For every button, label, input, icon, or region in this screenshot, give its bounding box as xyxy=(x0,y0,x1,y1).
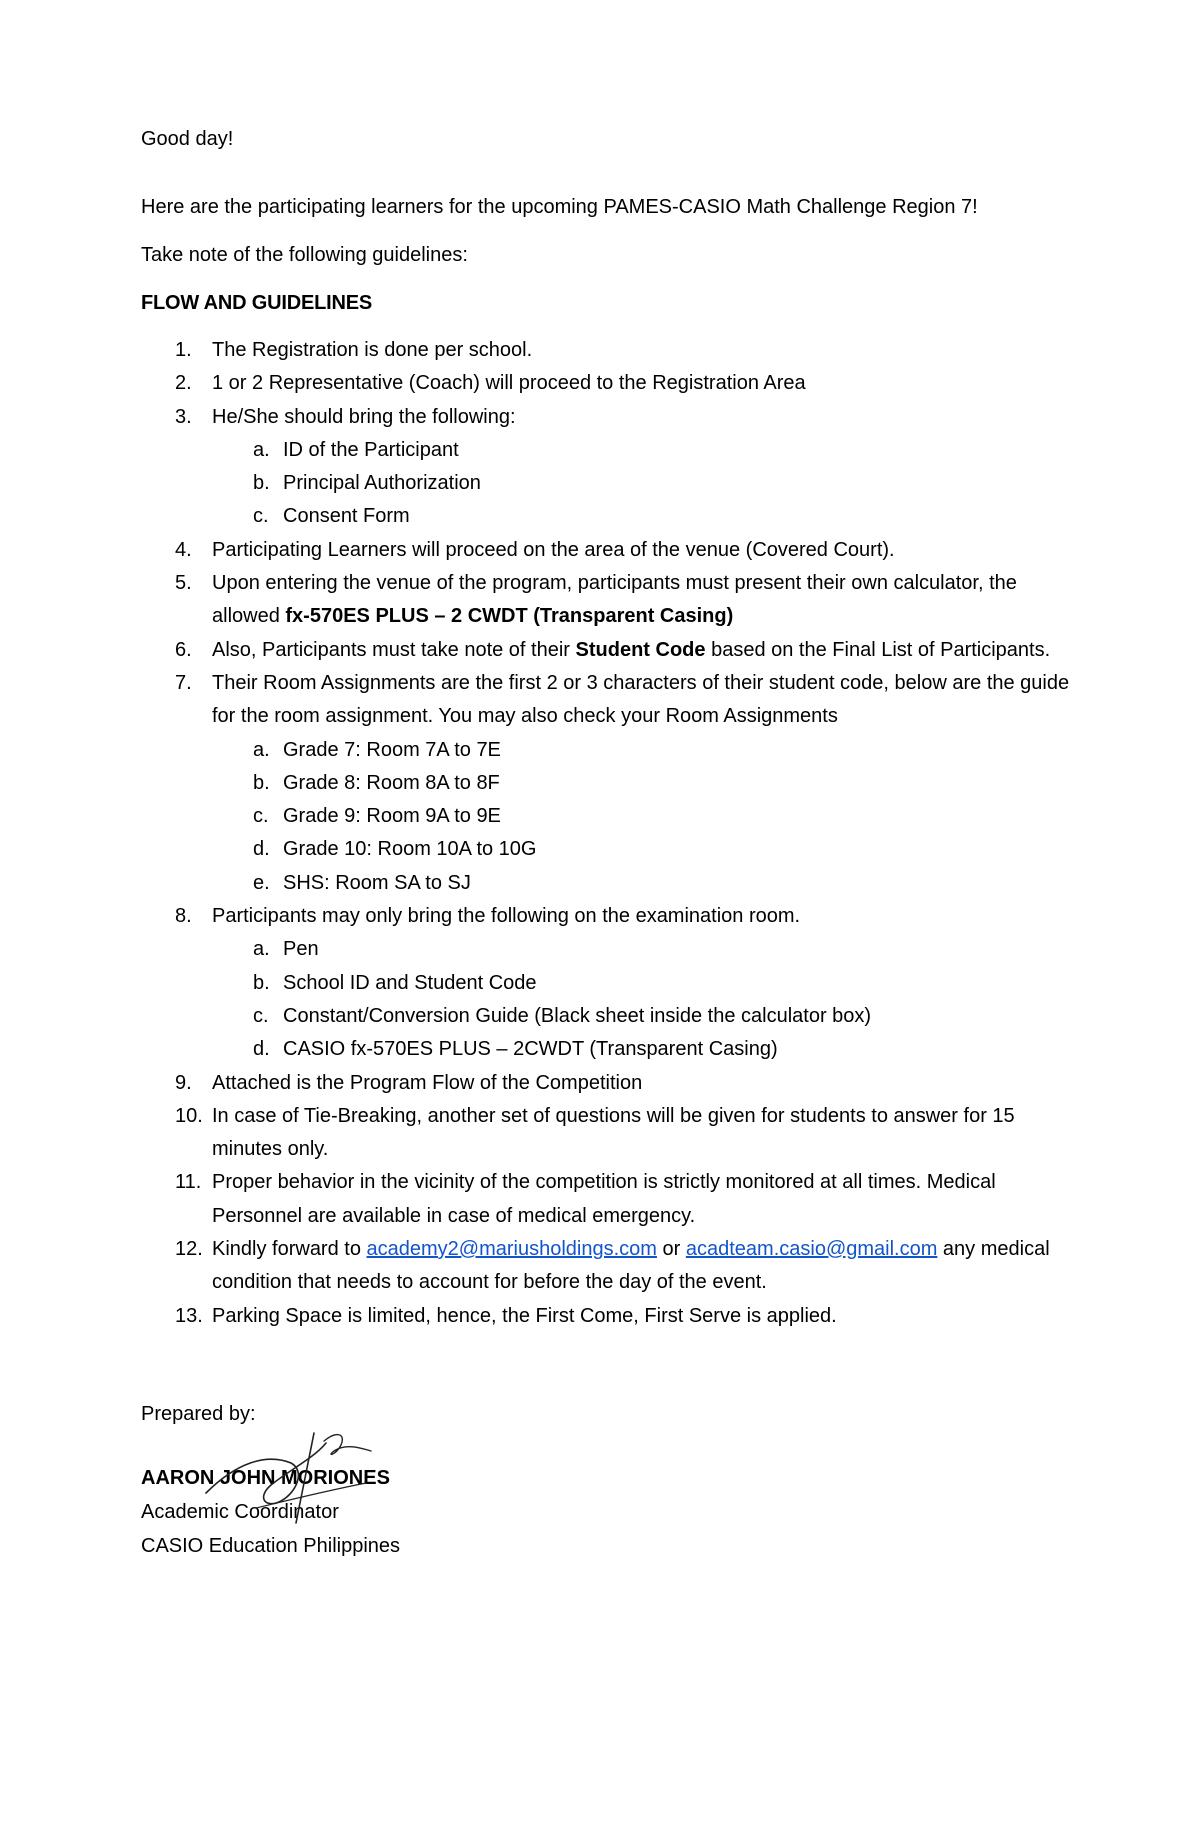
item-text-mid: or xyxy=(656,1238,686,1261)
sub-item-text: ID of the Participant xyxy=(283,438,459,461)
sub-list-item xyxy=(212,1033,1081,1066)
sub-list-item xyxy=(212,800,1081,833)
sub-item-text: CASIO fx-570ES PLUS – 2CWDT (Transparent Casing) xyxy=(283,1038,778,1061)
signatory-name: AARON JOHN MORIONES xyxy=(141,1466,390,1489)
item-number: 9. xyxy=(175,1071,192,1094)
sub-item-text: Constant/Conversion Guide (Black sheet inside the calculator box) xyxy=(283,1004,872,1027)
sub-item-letter: b. xyxy=(253,771,270,794)
item-text: Kindly forward to xyxy=(212,1238,367,1261)
item-text: Their Room Assignments are the first 2 or 3 characters of their student code, below are the guide for the room assignment. You may also check your Room Assignments xyxy=(212,671,1070,728)
item-text-end: any medical condition that needs to account for before the day of the event. xyxy=(212,1238,1050,1294)
item-text: 1 or 2 Representative (Coach) will proceed to the Registration Area xyxy=(212,372,806,395)
sub-list-item xyxy=(212,434,1081,467)
sub-item-letter: b. xyxy=(253,472,270,495)
item-number: 2. xyxy=(175,372,192,395)
item-text: Upon entering the venue of the program, participants must present their own calculator, the allowed xyxy=(212,572,1017,628)
signatory-organization: CASIO Education Philippines xyxy=(141,1534,401,1557)
item-number: 8. xyxy=(175,905,192,928)
signature-block xyxy=(141,1461,1081,1563)
sub-item-letter: e. xyxy=(253,871,270,894)
sub-list xyxy=(212,734,1081,900)
item-number: 1. xyxy=(175,339,192,361)
sub-item-letter: b. xyxy=(253,971,270,994)
item-number: 5. xyxy=(175,572,192,595)
item-number: 10. xyxy=(175,1104,203,1127)
sub-item-text: Grade 10: Room 10A to 10G xyxy=(283,838,537,861)
sub-item-letter: c. xyxy=(253,505,269,528)
guidelines-list xyxy=(141,334,1081,1333)
item-text: Participating Learners will proceed on the area of the venue (Covered Court). xyxy=(212,538,895,561)
list-item xyxy=(141,1166,1081,1233)
sub-item-letter: a. xyxy=(253,738,270,761)
sub-item-letter: d. xyxy=(253,1038,270,1061)
list-item xyxy=(141,667,1081,900)
calculator-model: fx-570ES PLUS – 2 CWDT (Transparent Casing) xyxy=(285,605,734,628)
letter-body xyxy=(141,122,1081,1563)
item-number: 12. xyxy=(175,1238,203,1261)
sub-item-text: School ID and Student Code xyxy=(283,971,537,994)
item-number: 4. xyxy=(175,538,192,561)
list-item xyxy=(141,900,1081,1066)
greeting: Good day! xyxy=(141,128,234,150)
item-number: 6. xyxy=(175,638,192,661)
item-text: Parking Space is limited, hence, the First Come, First Serve is applied. xyxy=(212,1304,837,1327)
list-item xyxy=(141,1233,1081,1300)
item-number: 11. xyxy=(175,1171,202,1194)
email-link-acadteam[interactable]: acadteam.casio@gmail.com xyxy=(685,1238,938,1261)
sub-list-item xyxy=(212,767,1081,800)
sub-item-letter: a. xyxy=(253,938,270,961)
list-item xyxy=(141,534,1081,567)
sub-list xyxy=(212,933,1081,1066)
sub-list-item xyxy=(212,933,1081,966)
sub-item-text: SHS: Room SA to SJ xyxy=(283,871,471,894)
sub-list-item xyxy=(212,867,1081,900)
sub-item-text: Grade 8: Room 8A to 8F xyxy=(283,771,500,794)
signatory-title: Academic Coordinator xyxy=(141,1500,339,1523)
sub-list xyxy=(212,434,1081,534)
student-code-label: Student Code xyxy=(575,638,706,661)
item-text: Attached is the Program Flow of the Competition xyxy=(212,1071,643,1094)
item-text: In case of Tie-Breaking, another set of questions will be given for students to answer for 15 minutes only. xyxy=(212,1104,1015,1161)
intro-paragraph: Here are the participating learners for the upcoming PAMES-CASIO Math Challenge Region 7! xyxy=(141,196,978,218)
item-text-end: based on the Final List of Participants. xyxy=(705,638,1051,661)
sub-item-letter: c. xyxy=(253,1004,269,1027)
sub-item-letter: a. xyxy=(253,438,270,461)
email-link-academy2[interactable]: academy2@mariusholdings.com xyxy=(366,1238,657,1261)
list-item xyxy=(141,334,1081,367)
sub-item-text: Pen xyxy=(283,938,319,961)
sub-list-item xyxy=(212,467,1081,500)
sub-item-letter: c. xyxy=(253,805,269,828)
sub-item-text: Principal Authorization xyxy=(283,472,481,495)
sub-item-text: Grade 7: Room 7A to 7E xyxy=(283,738,501,761)
guidelines-note: Take note of the following guidelines: xyxy=(141,244,468,266)
sub-list-item xyxy=(212,967,1081,1000)
sub-list-item xyxy=(212,734,1081,767)
handwritten-signature-icon xyxy=(196,1423,396,1533)
item-text: Participants may only bring the following on the examination room. xyxy=(212,905,801,928)
list-item xyxy=(141,567,1081,634)
item-text: The Registration is done per school. xyxy=(212,339,533,361)
list-item xyxy=(141,401,1081,534)
item-text: Also, Participants must take note of their xyxy=(212,638,576,661)
list-item xyxy=(141,1100,1081,1167)
list-item xyxy=(141,634,1081,667)
section-heading: FLOW AND GUIDELINES xyxy=(141,292,373,314)
prepared-by-label: Prepared by: xyxy=(141,1402,256,1425)
sub-list-item xyxy=(212,833,1081,866)
sub-item-text: Grade 9: Room 9A to 9E xyxy=(283,805,501,828)
item-number: 13. xyxy=(175,1304,203,1327)
sub-list-item xyxy=(212,500,1081,533)
list-item xyxy=(141,367,1081,400)
sub-list-item xyxy=(212,1000,1081,1033)
sub-item-text: Consent Form xyxy=(283,505,410,528)
item-text: Proper behavior in the vicinity of the competition is strictly monitored at all times. Medical Personnel are available in case of medical emergency. xyxy=(212,1171,996,1227)
list-item xyxy=(141,1300,1081,1333)
sub-item-letter: d. xyxy=(253,838,270,861)
item-text: He/She should bring the following: xyxy=(212,405,516,428)
list-item xyxy=(141,1067,1081,1100)
item-number: 3. xyxy=(175,405,192,428)
item-number: 7. xyxy=(175,671,192,694)
